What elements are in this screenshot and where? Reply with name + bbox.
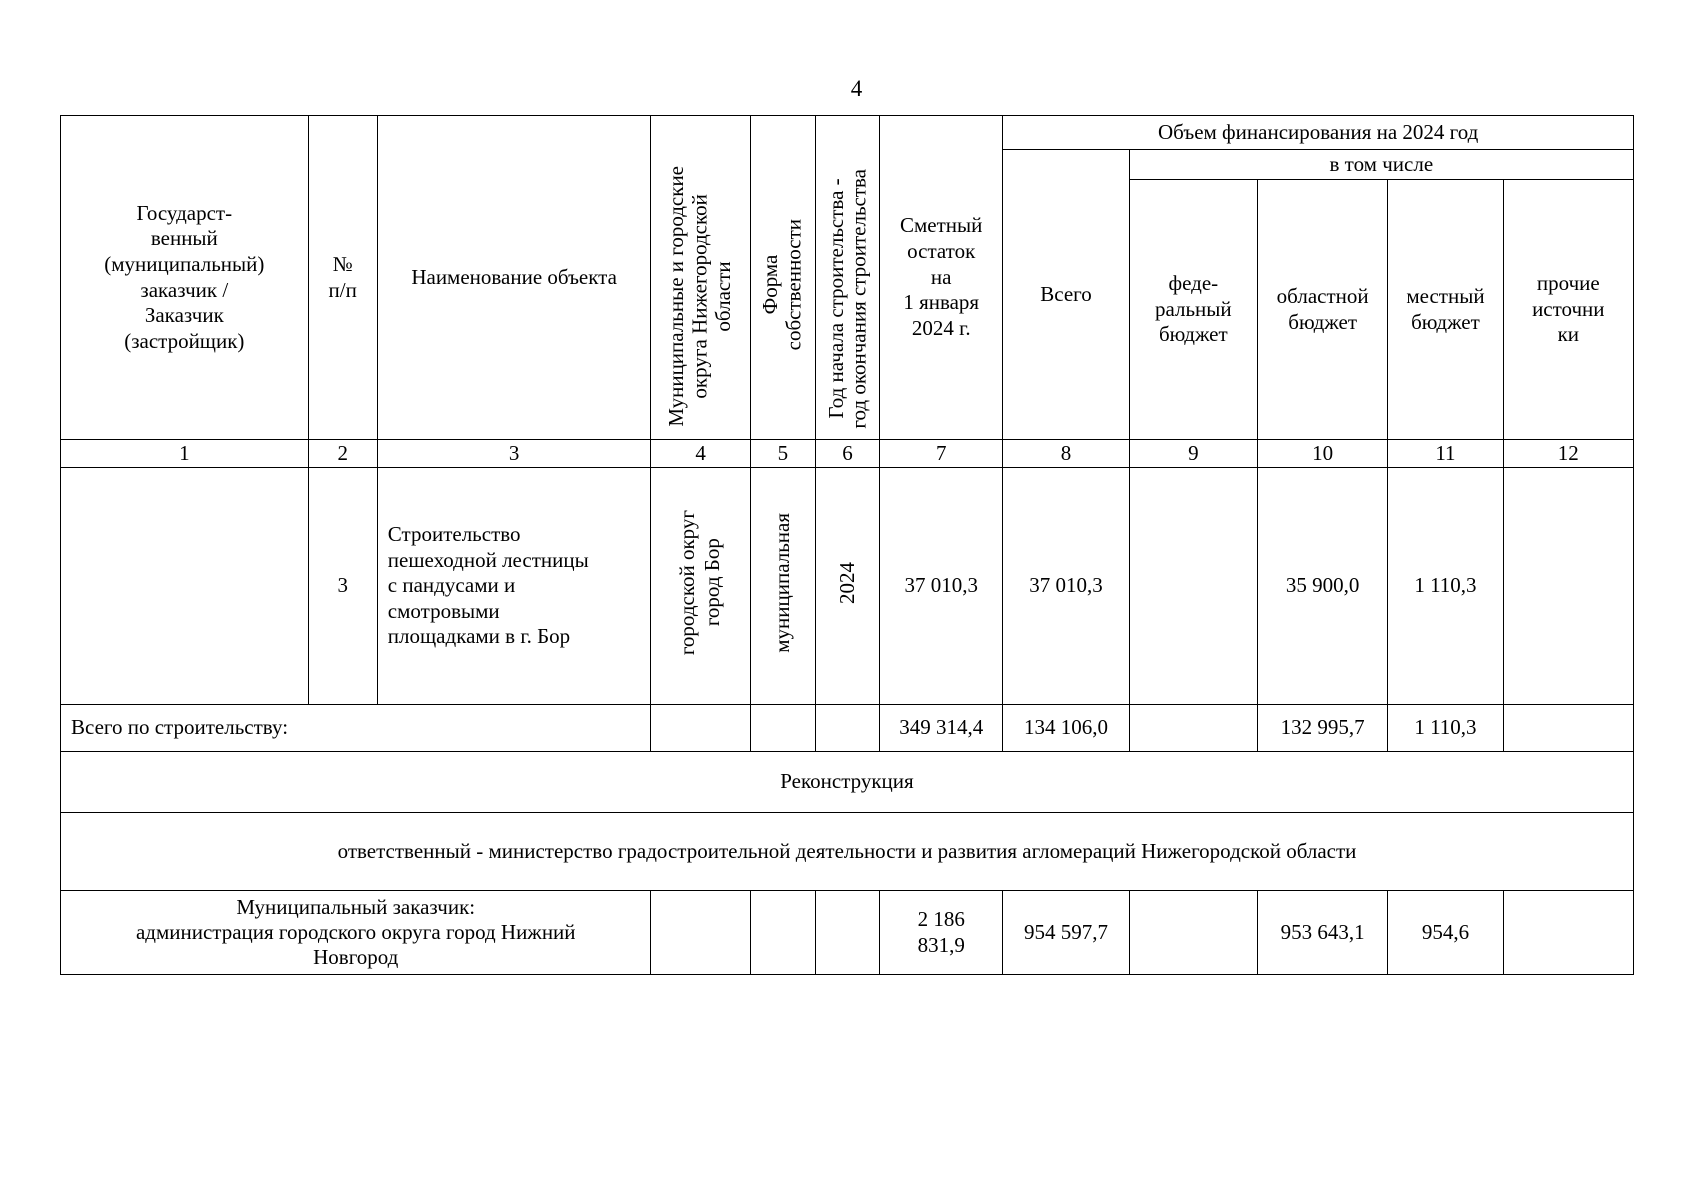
municipal-customer-estimate: 2 186 831,9: [880, 891, 1003, 975]
column-number: 10: [1257, 440, 1387, 468]
municipal-customer-regional: 953 643,1: [1257, 891, 1387, 975]
section-title: Реконструкция: [61, 752, 1634, 813]
column-number: 2: [308, 440, 377, 468]
header-estimate: Сметный остаток на 1 января 2024 г.: [880, 116, 1003, 440]
municipal-customer-total: 954 597,7: [1003, 891, 1129, 975]
municipal-customer-other: [1503, 891, 1633, 975]
empty-cell: [750, 705, 815, 752]
header-row-1: [61, 116, 1634, 150]
object-estimate-cell: 37 010,3: [880, 468, 1003, 705]
empty-cell: [815, 891, 879, 975]
object-other-cell: [1503, 468, 1633, 705]
object-row: [61, 468, 1634, 705]
object-years-cell: 2024: [815, 468, 879, 705]
column-number: 5: [750, 440, 815, 468]
header-local: местный бюджет: [1388, 180, 1503, 440]
column-number-row: [61, 440, 1634, 468]
construction-total-estimate: 349 314,4: [880, 705, 1003, 752]
municipal-customer-local: 954,6: [1388, 891, 1503, 975]
header-years: Год начала строительства - год окончания строительства: [815, 116, 879, 440]
header-federal: феде- ральный бюджет: [1129, 180, 1257, 440]
object-total-cell: 37 010,3: [1003, 468, 1129, 705]
section-title-row: [61, 752, 1634, 813]
column-number: 3: [377, 440, 651, 468]
column-number: 7: [880, 440, 1003, 468]
section-responsible: ответственный - министерство градостроительной деятельности и развития агломераций Нижегородской области: [61, 813, 1634, 891]
header-customer: Государст- венный (муниципальный) заказчик / Заказчик (застройщик): [61, 116, 309, 440]
header-municipality: Муниципальные и городские округа Нижегородской области: [651, 116, 750, 440]
header-ownership: Форма собственности: [750, 116, 815, 440]
column-number: 9: [1129, 440, 1257, 468]
header-including: в том числе: [1129, 150, 1633, 180]
column-number: 4: [651, 440, 750, 468]
column-number: 8: [1003, 440, 1129, 468]
responsible-row: [61, 813, 1634, 891]
header-other: прочие источни ки: [1503, 180, 1633, 440]
construction-total-local: 1 110,3: [1388, 705, 1503, 752]
header-object-name: Наименование объекта: [377, 116, 651, 440]
column-number: 6: [815, 440, 879, 468]
construction-total-total: 134 106,0: [1003, 705, 1129, 752]
object-name-cell: Строительство пешеходной лестницы с пандусами и смотровыми площадками в г. Бор: [377, 468, 651, 705]
column-number: 1: [61, 440, 309, 468]
construction-total-row: [61, 705, 1634, 752]
object-customer-cell: [61, 468, 309, 705]
empty-cell: [651, 705, 750, 752]
municipal-customer-federal: [1129, 891, 1257, 975]
object-num-cell: 3: [308, 468, 377, 705]
header-num: № п/п: [308, 116, 377, 440]
object-federal-cell: [1129, 468, 1257, 705]
header-regional: областной бюджет: [1257, 180, 1387, 440]
empty-cell: [750, 891, 815, 975]
empty-cell: [651, 891, 750, 975]
construction-total-other: [1503, 705, 1633, 752]
construction-total-regional: 132 995,7: [1257, 705, 1387, 752]
object-regional-cell: 35 900,0: [1257, 468, 1387, 705]
object-ownership-cell: муниципальная: [750, 468, 815, 705]
municipal-customer-label: Муниципальный заказчик: администрация городского округа город Нижний Новгород: [61, 891, 651, 975]
empty-cell: [815, 705, 879, 752]
column-number: 12: [1503, 440, 1633, 468]
page-number: 4: [850, 76, 863, 101]
municipal-customer-row: [61, 891, 1634, 975]
header-total: Всего: [1003, 150, 1129, 440]
construction-total-federal: [1129, 705, 1257, 752]
column-number: 11: [1388, 440, 1503, 468]
header-financing: Объем финансирования на 2024 год: [1003, 116, 1634, 150]
object-municipality-cell: городской округ город Бор: [651, 468, 750, 705]
financing-table: [60, 115, 1634, 975]
construction-total-label: Всего по строительству:: [61, 705, 651, 752]
object-local-cell: 1 110,3: [1388, 468, 1503, 705]
